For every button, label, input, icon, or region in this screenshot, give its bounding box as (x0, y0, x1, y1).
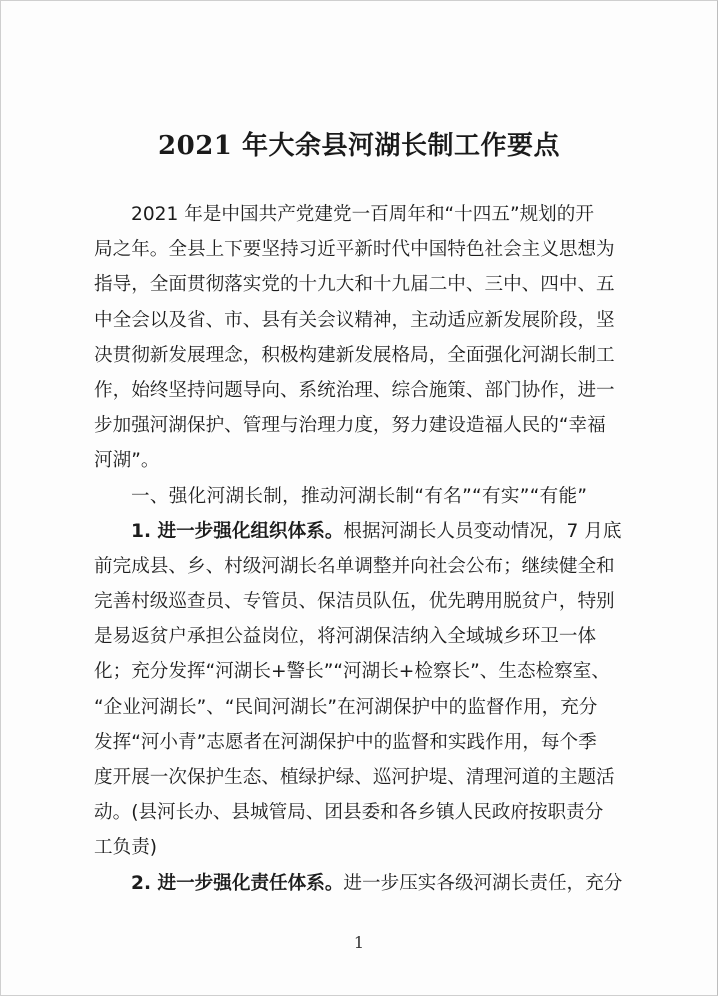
paragraph-line: 作，始终坚持问题导向、系统治理、综合施策、部门协作，进一 (94, 379, 615, 401)
section-heading: 一、强化河湖长制，推动河湖长制“有名”“有实”“有能” (131, 485, 588, 507)
item-lead: 1. 进一步强化组织体系。 (131, 520, 344, 542)
document-title: 2021 年大余县河湖长制工作要点 (158, 131, 560, 161)
item-text: 进一步压实各级河湖长责任，充分 (343, 872, 623, 894)
paragraph-line: “企业河湖长”、“民间河湖长”在河湖保护中的监督作用，充分 (94, 696, 598, 718)
paragraph-line: 河湖”。 (94, 450, 160, 472)
document-body (94, 197, 632, 901)
item-first-line (94, 866, 632, 901)
paragraph-line: 发挥“河小青”志愿者在河湖保护中的监督和实践作用，每个季 (94, 731, 597, 753)
paragraph-line: 工负责) (94, 837, 158, 859)
page-number: 1 (353, 933, 365, 952)
paragraph-line: 局之年。全县上下要坚持习近平新时代中国特色社会主义思想为 (94, 239, 615, 261)
item-lead: 2. 进一步强化责任体系。 (131, 872, 344, 894)
paragraph-line: 化；充分发挥“河湖长+警长”“河湖长+检察长”、生态检察室、 (94, 661, 610, 683)
item-first-line (94, 514, 632, 549)
paragraph-line: 决贯彻新发展理念，积极构建新发展格局，全面强化河湖长制工 (94, 344, 615, 366)
paragraph-line: 中全会以及省、市、县有关会议精神，主动适应新发展阶段，坚 (94, 309, 615, 331)
paragraph-line: 动。(县河长办、县城管局、团县委和各乡镇人民政府按职责分 (94, 802, 604, 824)
paragraph-line: 指导，全面贯彻落实党的十九大和十九届二中、三中、四中、五 (94, 274, 615, 296)
paragraph-line: 2021 年是中国共产党建党一百周年和“十四五”规划的开 (131, 204, 594, 225)
paragraph-line: 度开展一次保护生态、植绿护绿、巡河护堤、清理河道的主题活 (94, 767, 615, 788)
paragraph-line: 是易返贫户承担公益岗位，将河湖保洁纳入全域城乡环卫一体 (94, 626, 597, 648)
paragraph-line: 完善村级巡查员、专管员、保洁员队伍，优先聘用脱贫户，特别 (94, 591, 615, 613)
paragraph-line: 步加强河湖保护、管理与治理力度，努力建设造福人民的“幸福 (94, 415, 606, 437)
item-text: 根据河湖长人员变动情况，7 月底 (343, 520, 622, 542)
paragraph-line: 前完成县、乡、村级河湖长名单调整并向社会公布；继续健全和 (94, 555, 615, 577)
